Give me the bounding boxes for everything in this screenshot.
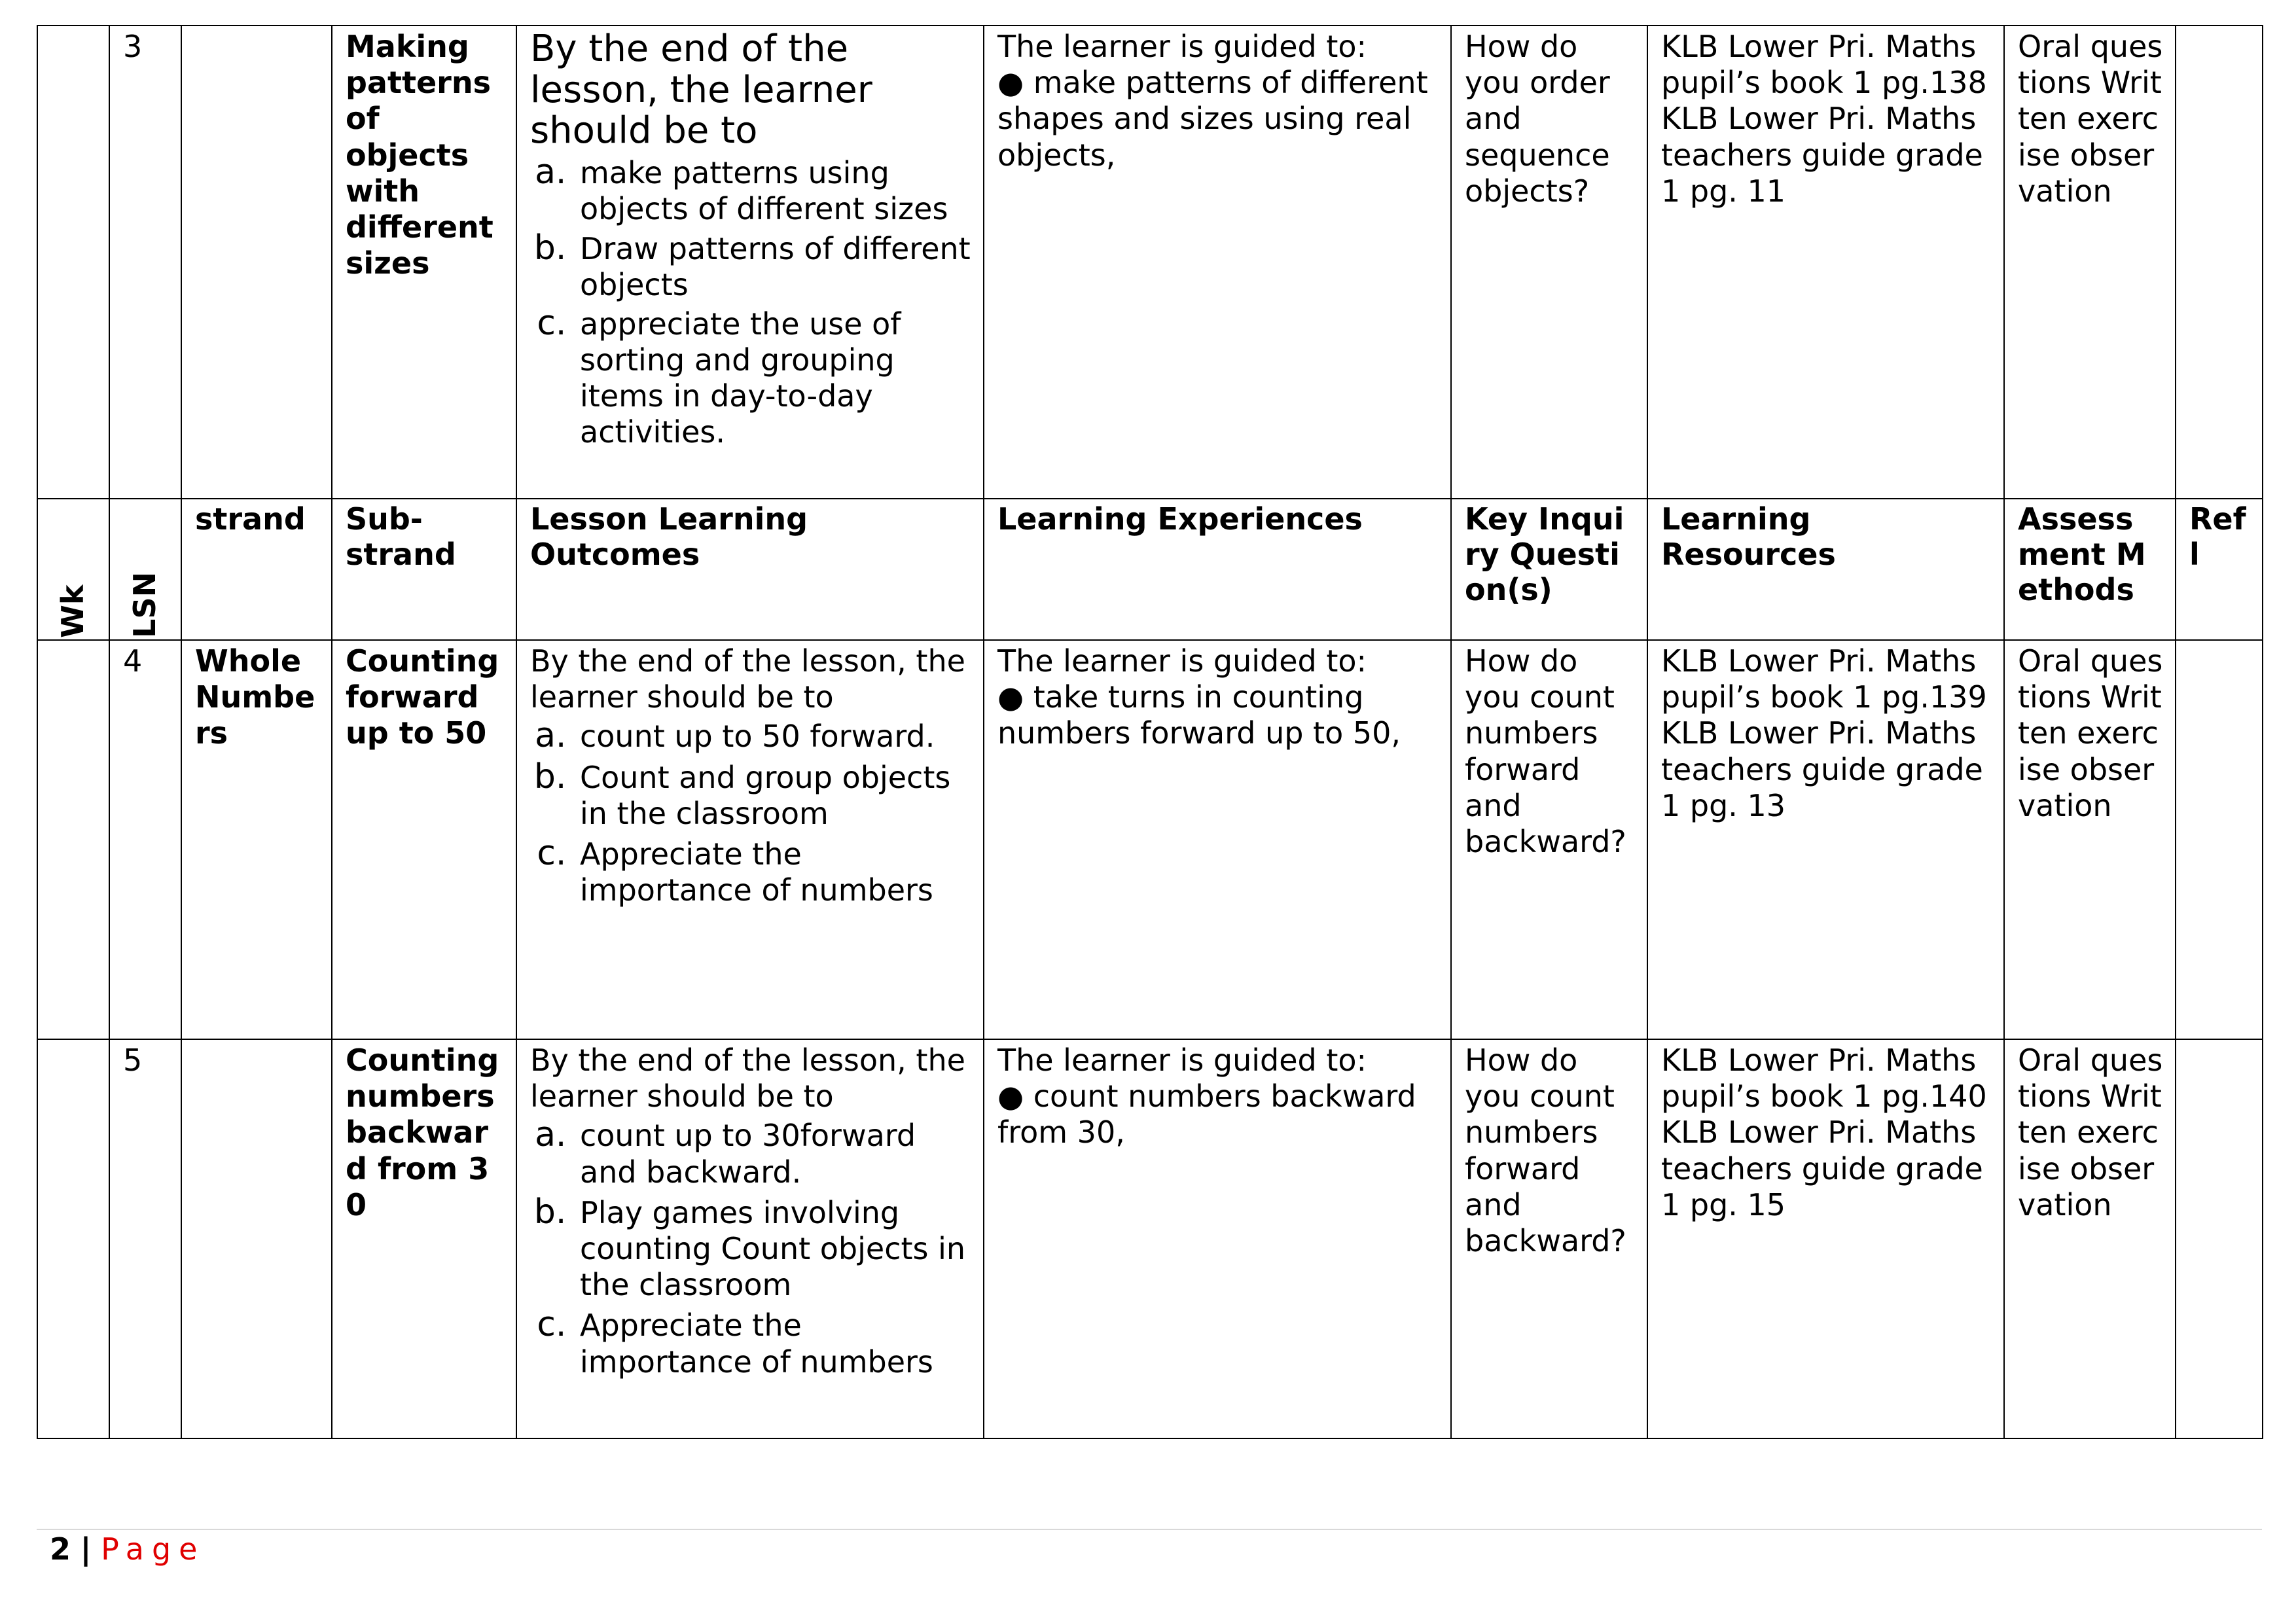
header-week — [37, 499, 109, 640]
sub-strand-cell: Counting numbers backward from 30 — [332, 1039, 516, 1438]
key-inquiry-cell: How do you count numbers forward and backward? — [1451, 640, 1647, 1039]
outcome-item: a. count up to 50 forward. — [577, 715, 971, 755]
header-experiences: Learning Experiences — [984, 499, 1451, 640]
reflection-cell — [2176, 640, 2263, 1039]
learning-resources-cell: KLB Lower Pri. Maths pupil’s book 1 pg.138 KLB Lower Pri. Maths teachers guide grade 1 pg. 11 — [1647, 26, 2004, 499]
outcome-item: a. make patterns using objects of different sizes — [577, 152, 971, 227]
week-cell — [37, 1039, 109, 1438]
experiences-intro: The learner is guided to: — [997, 1043, 1367, 1078]
experiences-intro: The learner is guided to: — [997, 643, 1367, 679]
outcome-item: b. Play games involving counting Count objects in the classroom — [577, 1192, 971, 1304]
sub-strand-cell: Making patterns of objects with different sizes — [332, 26, 516, 499]
learning-outcomes-cell — [516, 1039, 984, 1438]
experiences-text: ● take turns in counting numbers forward up to 50, — [997, 679, 1401, 751]
learning-resources-cell: KLB Lower Pri. Maths pupil’s book 1 pg.139 KLB Lower Pri. Maths teachers guide grade 1 pg. 13 — [1647, 640, 2004, 1039]
page-separator: | — [80, 1531, 92, 1567]
lesson-number: 5 — [109, 1039, 181, 1438]
learning-experiences-cell — [984, 1039, 1451, 1438]
header-assessment: Assessment Methods — [2004, 499, 2176, 640]
header-lesson — [109, 499, 181, 640]
outcome-item: a. count up to 30forward and backward. — [577, 1115, 971, 1190]
outcome-item: b. Draw patterns of different objects — [577, 228, 971, 303]
header-outcomes: Lesson Learning Outcomes — [516, 499, 984, 640]
reflection-cell — [2176, 26, 2263, 499]
outcomes-intro: By the end of the lesson, the learner should be to — [530, 27, 872, 152]
week-cell — [37, 26, 109, 499]
key-inquiry-cell: How do you order and sequence objects? — [1451, 26, 1647, 499]
header-reflection: Refl — [2176, 499, 2263, 640]
scheme-of-work-table — [37, 25, 2263, 1439]
week-cell — [37, 640, 109, 1039]
outcome-item: c. Appreciate the importance of numbers — [577, 833, 971, 908]
table-header-row — [37, 499, 2263, 640]
header-inquiry: Key Inquiry Question(s) — [1451, 499, 1647, 640]
sub-strand-cell: Counting forward up to 50 — [332, 640, 516, 1039]
assessment-cell: Oral questions Written exercise observation — [2004, 640, 2176, 1039]
header-week-label: Wk — [55, 584, 91, 638]
table-row — [37, 1039, 2263, 1438]
assessment-cell: Oral questions Written exercise observation — [2004, 26, 2176, 499]
strand-cell: Whole Numbers — [181, 640, 332, 1039]
learning-experiences-cell — [984, 26, 1451, 499]
page-footer — [50, 1530, 205, 1569]
header-resources: Learning Resources — [1647, 499, 2004, 640]
page-label: Page — [101, 1531, 206, 1567]
reflection-cell — [2176, 1039, 2263, 1438]
experiences-text: ● make patterns of different shapes and sizes using real objects, — [997, 65, 1428, 173]
key-inquiry-cell: How do you count numbers forward and backward? — [1451, 1039, 1647, 1438]
strand-cell — [181, 1039, 332, 1438]
learning-outcomes-cell — [516, 640, 984, 1039]
learning-resources-cell: KLB Lower Pri. Maths pupil’s book 1 pg.140 KLB Lower Pri. Maths teachers guide grade 1 pg. 15 — [1647, 1039, 2004, 1438]
footer-divider — [37, 1529, 2262, 1530]
header-strand: strand — [181, 499, 332, 640]
page-number: 2 — [50, 1531, 71, 1567]
outcomes-intro: By the end of the lesson, the learner should be to — [530, 643, 965, 715]
outcomes-list — [530, 152, 971, 451]
lesson-number: 3 — [109, 26, 181, 499]
lesson-number: 4 — [109, 640, 181, 1039]
table-row — [37, 26, 2263, 499]
strand-cell — [181, 26, 332, 499]
table-row — [37, 640, 2263, 1039]
outcomes-intro: By the end of the lesson, the learner should be to — [530, 1043, 965, 1115]
experiences-text: ● count numbers backward from 30, — [997, 1079, 1416, 1150]
outcomes-list — [530, 1115, 971, 1380]
header-lesson-label: LSN — [127, 572, 163, 638]
assessment-cell: Oral questions Written exercise observation — [2004, 1039, 2176, 1438]
learning-experiences-cell — [984, 640, 1451, 1039]
outcome-item: c. appreciate the use of sorting and grouping items in day-to-day activities. — [577, 303, 971, 451]
learning-outcomes-cell — [516, 26, 984, 499]
outcomes-list — [530, 715, 971, 908]
outcome-item: b. Count and group objects in the classroom — [577, 757, 971, 832]
experiences-intro: The learner is guided to: — [997, 29, 1367, 64]
outcome-item: c. Appreciate the importance of numbers — [577, 1304, 971, 1380]
header-sub-strand: Sub-strand — [332, 499, 516, 640]
